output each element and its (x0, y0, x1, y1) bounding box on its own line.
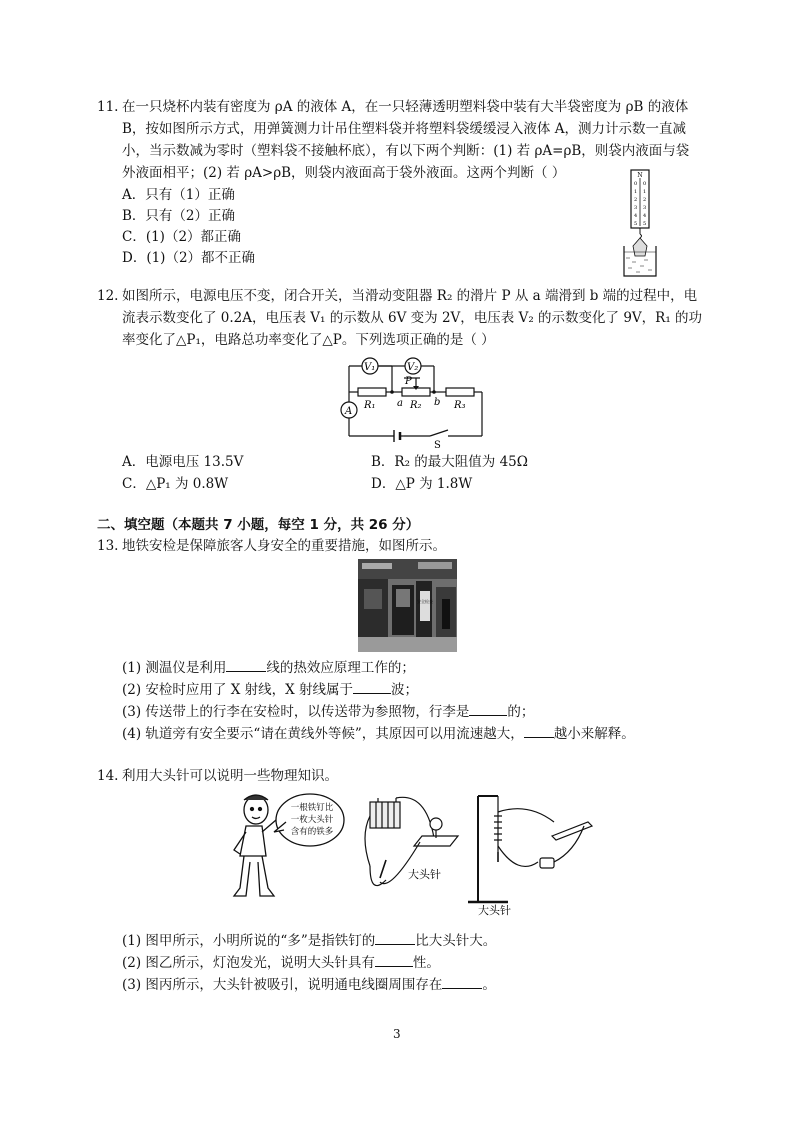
label-r2: R₂ (410, 400, 422, 411)
q14-sub-3 (122, 974, 496, 995)
q12-option-c: C．△P₁ 为 0.8W (122, 476, 229, 492)
q11-option-d: D．(1)（2）都不正确 (122, 250, 256, 266)
scale-tick: 4 (643, 213, 647, 219)
q14-figure-c-electromagnet (468, 792, 600, 918)
q14-sub2-text-a: (2) 图乙所示，灯泡发光，说明大头针具有 (122, 955, 375, 971)
q14-sub-1 (122, 930, 496, 951)
scale-tick: 3 (643, 205, 647, 211)
q11-line-1: 在一只烧杯内装有密度为 ρA 的液体 A，在一只轻薄透明塑料袋中装有大半袋密度为 ρB 的液体 (122, 99, 689, 115)
q12-option-d: D．△P 为 1.8W (371, 476, 473, 492)
scale-tick: 4 (634, 213, 638, 219)
label-v1: V₁ (364, 362, 376, 373)
q14-blank-1[interactable] (375, 930, 415, 945)
q12-line-3: 率变化了△P₁，电路总功率变化了△P。下列选项正确的是（ ） (122, 332, 495, 348)
scale-tick: 1 (643, 189, 647, 195)
q13-blank-1[interactable] (226, 657, 266, 672)
bubble-line-2: 一枚大头针 (290, 815, 334, 825)
q13-sub-3 (122, 701, 534, 722)
scale-tick: 5 (634, 221, 638, 227)
label-a: a (397, 398, 403, 409)
scale-tick: 1 (634, 189, 638, 195)
q13-sub2-text-a: (2) 安检时应用了 X 射线，X 射线属于 (122, 682, 354, 698)
q14-sub-2 (122, 952, 440, 973)
q14-stem: 利用大头针可以说明一些物理知识。 (122, 768, 338, 784)
scale-tick: 2 (643, 197, 647, 203)
label-ammeter: A (345, 406, 353, 417)
q14-number: 14. (97, 768, 119, 784)
label-switch: S (434, 440, 441, 448)
scale-tick: 0 (643, 181, 647, 187)
scale-unit-label: N (637, 172, 643, 179)
q13-sub1-text-b: 线的热效应原理工作的； (266, 660, 415, 676)
q12-option-a: A．电源电压 13.5V (122, 454, 244, 470)
q13-blank-2[interactable] (353, 679, 391, 694)
q13-sub4-text-b: 越小来解释。 (553, 726, 635, 742)
q14-blank-3[interactable] (442, 974, 482, 989)
scale-tick: 0 (634, 181, 638, 187)
q13-sub-2 (122, 679, 418, 700)
page-number: 3 (393, 1027, 401, 1041)
pin-label-c: 大头针 (478, 904, 511, 917)
q12-number: 12. (97, 288, 119, 304)
q13-sub-4 (122, 723, 635, 744)
q12-circuit-diagram (330, 352, 490, 448)
q13-sub3-text-a: (3) 传送带上的行李在安检时，以传送带为参照物，行李是 (122, 704, 470, 720)
q14-sub1-text-b: 比大头针大。 (415, 933, 497, 949)
q13-sub-1 (122, 657, 415, 678)
q11-number: 11. (97, 99, 119, 115)
q11-option-b: B．只有（2）正确 (122, 208, 236, 224)
q14-sub3-text-b: 。 (482, 977, 496, 993)
q13-blank-3[interactable] (469, 701, 507, 716)
bubble-line-1: 一根铁钉比 (290, 803, 334, 813)
q14-figure-a-boy (228, 792, 356, 904)
q13-number: 13. (97, 538, 119, 554)
q14-blank-2[interactable] (375, 952, 413, 967)
pin-label-b: 大头针 (408, 868, 441, 881)
q11-line-3: 小，当示数减为零时（塑料袋不接触杯底），有以下两个判断：(1) 若 ρA=ρB，则袋内液面与袋 (122, 143, 690, 159)
q13-blank-4[interactable] (524, 723, 554, 738)
q13-sub3-text-b: 的； (507, 704, 535, 720)
q11-option-c: C．(1)（2）都正确 (122, 229, 242, 245)
q12-option-b: B．R₂ 的最大阻值为 45Ω (371, 454, 528, 470)
q13-sub1-text-a: (1) 测温仪是利用 (122, 660, 227, 676)
section-title: 二、填空题（本题共 7 小题，每空 1 分，共 26 分） (97, 517, 420, 533)
q12-line-2: 流表示数变化了 0.2A，电压表 V₁ 的示数从 6V 变为 2V，电压表 V₂ 的示数变化了 9V，R₁ 的功 (122, 310, 703, 326)
subway-security-photo (358, 559, 457, 652)
q14-sub2-text-b: 性。 (412, 955, 440, 971)
bubble-line-3: 含有的铁多 (290, 827, 334, 837)
label-r3: R₃ (454, 400, 466, 411)
q14-sub3-text-a: (3) 图丙所示，大头针被吸引，说明通电线圈周围存在 (122, 977, 443, 993)
q14-figure-b-circuit (360, 792, 470, 904)
label-v2: V₂ (407, 362, 419, 373)
label-r1: R₁ (364, 400, 376, 411)
q13-stem: 地铁安检是保障旅客人身安全的重要措施，如图所示。 (122, 538, 446, 554)
label-b: b (434, 397, 441, 408)
scale-tick: 2 (634, 197, 638, 203)
scale-tick: 5 (643, 221, 647, 227)
q14-sub1-text-a: (1) 图甲所示，小明所说的“多”是指铁钉的 (122, 933, 376, 949)
q13-sub4-text-a: (4) 轨道旁有安全要示“请在黄线外等候”，其原因可以用流速越大， (122, 726, 524, 742)
photo-sign-text: 安全检查 (417, 599, 433, 604)
q11-option-a: A．只有（1）正确 (122, 187, 235, 203)
label-p: P (405, 376, 412, 387)
scale-tick: 3 (634, 205, 638, 211)
q11-line-4: 外液面相平；(2) 若 ρA>ρB，则袋内液面高于袋外液面。这两个判断（ ） (122, 165, 566, 181)
q13-sub2-text-b: 波； (391, 682, 419, 698)
q11-line-2: B，按如图所示方式，用弹簧测力计吊住塑料袋并将塑料袋缓缓浸入液体 A，测力计示数一直减 (122, 121, 686, 137)
q12-line-1: 如图所示，电源电压不变，闭合开关，当滑动变阻器 R₂ 的滑片 P 从 a 端滑到 b 端的过程中，电 (122, 288, 698, 304)
spring-scale-figure (618, 168, 662, 280)
